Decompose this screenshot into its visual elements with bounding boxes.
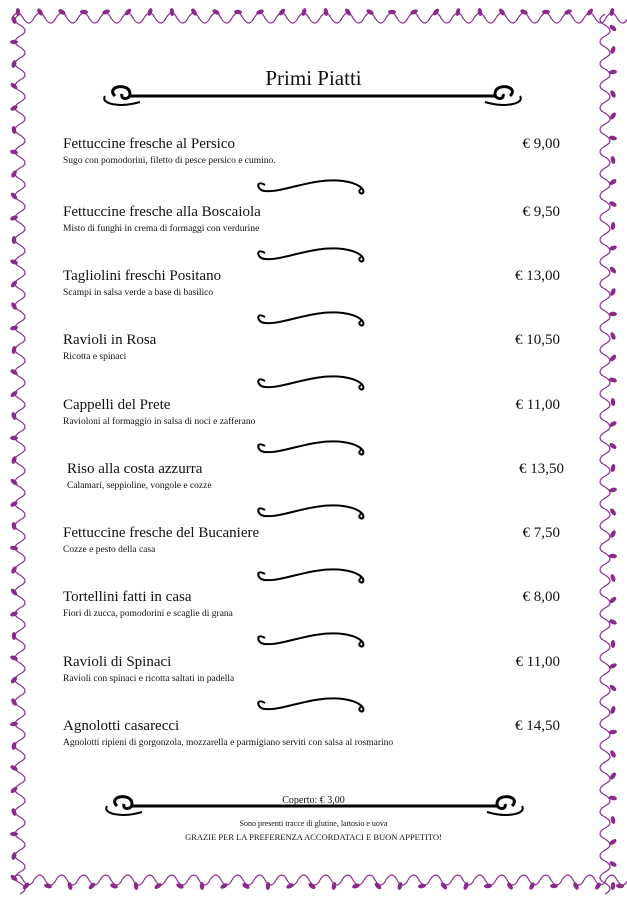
dish-price: € 14,50	[515, 718, 560, 734]
dish-name: Riso alla costa azzurra	[67, 461, 203, 477]
dish-price: € 7,50	[522, 525, 560, 541]
dish-price: € 11,00	[515, 397, 560, 413]
dish-description: Ricotta e spinaci	[63, 352, 127, 362]
dish-description: Calamari, seppioline, vongole e cozze	[67, 481, 212, 491]
dish-description: Cozze e pesto della casa	[63, 545, 156, 555]
divider-swirl	[253, 566, 373, 586]
thanks-text: GRAZIE PER LA PREFERENZA ACCORDATACI E BUON APPETITO!	[185, 832, 442, 842]
header-flourish	[100, 82, 525, 110]
dish-name: Tortellini fatti in casa	[63, 589, 192, 605]
divider-swirl	[253, 309, 373, 329]
dish-description: Ravioli con spinaci e ricotta saltati in padella	[63, 674, 235, 684]
dish-description: Sugo con pomodorini, filetto di pesce persico e cumino.	[63, 156, 276, 166]
divider-swirl	[253, 630, 373, 650]
divider-swirl	[253, 438, 373, 458]
dish-price: € 11,00	[515, 654, 560, 670]
divider-swirl	[253, 695, 373, 715]
dish-price: € 9,00	[522, 136, 560, 152]
dish-description: Fiori di zucca, pomodorini e scaglie di grana	[63, 609, 233, 619]
coperto-text: Coperto: € 3,00	[282, 795, 345, 806]
dish-name: Ravioli in Rosa	[63, 332, 157, 348]
dish-price: € 10,50	[515, 332, 560, 348]
dish-description: Agnolotti ripieni di gorgonzola, mozzarella e parmigiano serviti con salsa al rosmarino	[63, 738, 394, 748]
dish-name: Cappelli del Prete	[63, 397, 171, 413]
divider-swirl	[253, 177, 373, 197]
allergen-note: Sono presenti tracce di glutine, lattosio e uova	[239, 819, 388, 828]
dish-name: Agnolotti casarecci	[63, 718, 180, 734]
dish-description: Ravioloni al formaggio in salsa di noci e zafferano	[63, 417, 256, 427]
dish-name: Fettuccine fresche del Bucaniere	[63, 525, 260, 541]
dish-price: € 13,00	[515, 268, 560, 284]
dish-name: Tagliolini freschi Positano	[63, 268, 222, 284]
dish-price: € 9,50	[522, 204, 560, 220]
divider-swirl	[253, 373, 373, 393]
divider-swirl	[253, 245, 373, 265]
dish-description: Scampi in salsa verde a base di basilico	[63, 288, 214, 298]
page-title: Primi Piatti	[265, 66, 362, 90]
dish-description: Misto di funghi in crema di formaggi con verdurine	[63, 224, 260, 234]
dish-name: Ravioli di Spinaci	[63, 654, 172, 670]
dish-name: Fettuccine fresche al Persico	[63, 136, 236, 152]
dish-price: € 13,50	[519, 461, 564, 477]
divider-swirl	[253, 502, 373, 522]
dish-name: Fettuccine fresche alla Boscaiola	[63, 204, 261, 220]
dish-price: € 8,00	[522, 589, 560, 605]
